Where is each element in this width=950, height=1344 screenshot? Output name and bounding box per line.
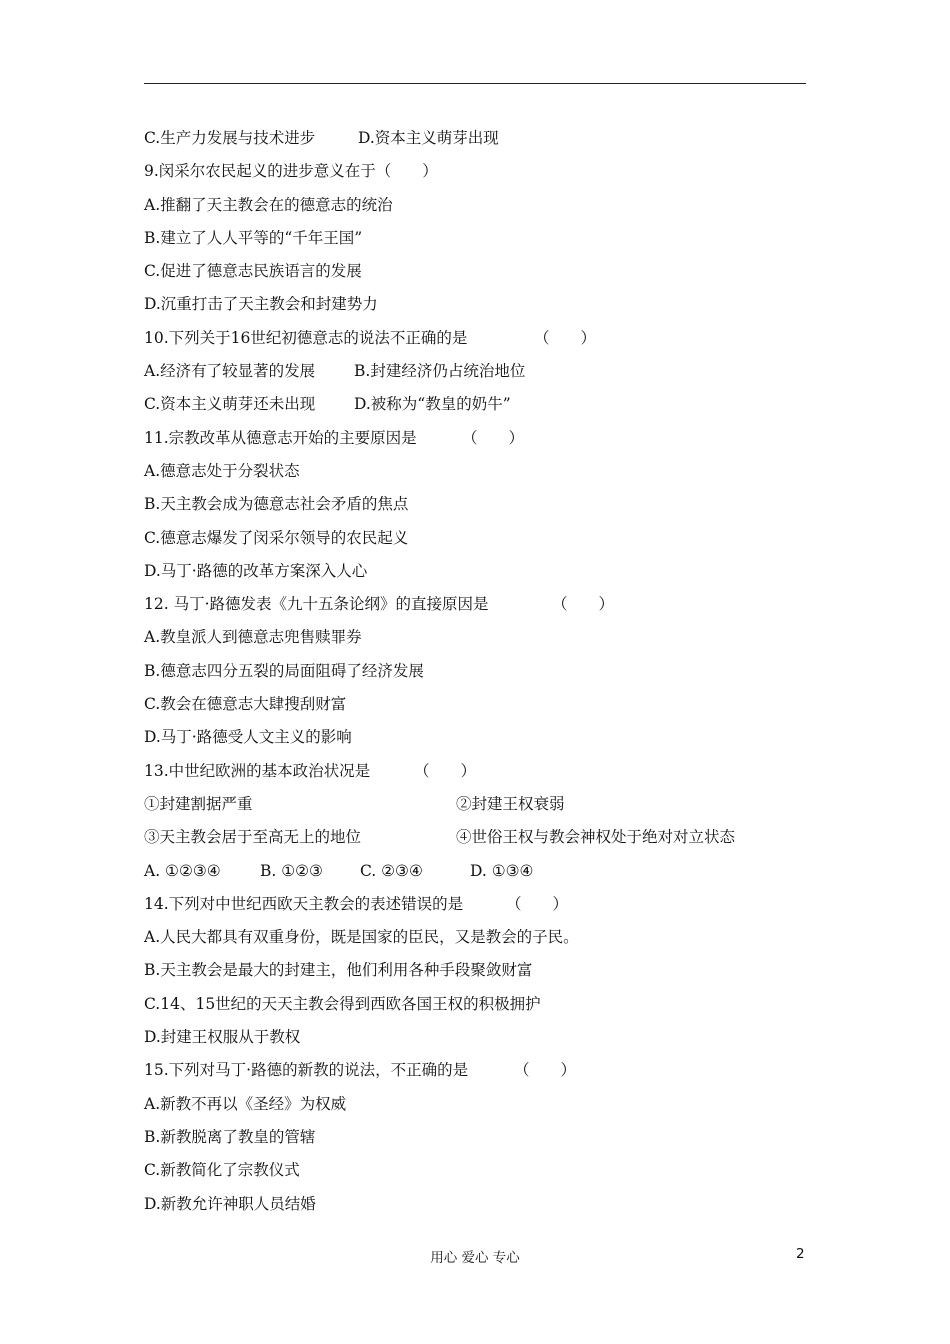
option-a: A.经济有了较显著的发展 [144, 362, 316, 381]
question-text: 15.下列对马丁·路德的新教的说法，不正确的是 [144, 1061, 469, 1080]
option-d: D.被称为“教皇的奶牛” [354, 395, 511, 414]
question-content [144, 122, 806, 1221]
text-line [144, 621, 806, 654]
text-line [144, 488, 806, 521]
text-line [144, 788, 806, 821]
answer-bracket: （ ） [534, 328, 597, 347]
question-13-stem [144, 755, 806, 788]
option-a: A.新教不再以《圣经》为权威 [144, 1094, 347, 1113]
option-d: D. ①③④ [470, 861, 534, 880]
option-a: A.人民大都具有双重身份，既是国家的臣民，又是教会的子民。 [144, 928, 579, 947]
option-b: B.天主教会成为德意志社会矛盾的焦点 [144, 495, 409, 514]
text-line [144, 122, 806, 155]
text-line [144, 954, 806, 987]
question-14-stem [144, 888, 806, 921]
option-c: C.德意志爆发了闵采尔领导的农民起义 [144, 528, 409, 547]
answer-bracket: （ ） [514, 1061, 577, 1080]
answer-bracket: （ ） [414, 761, 477, 780]
option-c: C.教会在德意志大肆搜刮财富 [144, 695, 347, 714]
question-10-stem [144, 322, 806, 355]
page-number: 2 [796, 1246, 805, 1262]
text-line [144, 688, 806, 721]
text-line [144, 388, 806, 421]
text-line [144, 1021, 806, 1054]
option-c: C.资本主义萌芽还未出现 [144, 395, 316, 414]
question-15-stem [144, 1054, 806, 1087]
question-text: 10.下列关于16世纪初德意志的说法不正确的是 [144, 328, 468, 347]
option-b: B.封建经济仍占统治地位 [354, 362, 526, 381]
text-line [144, 721, 806, 754]
text-line [144, 921, 806, 954]
option-c: C.促进了德意志民族语言的发展 [144, 262, 362, 281]
option-b: B.德意志四分五裂的局面阻碍了经济发展 [144, 661, 424, 680]
question-text: 13.中世纪欧洲的基本政治状况是 [144, 761, 371, 780]
option-b: B. ①②③ [260, 861, 323, 880]
question-text: 14.下列对中世纪西欧天主教会的表述错误的是 [144, 894, 464, 913]
statement-1: ①封建割据严重 [144, 794, 253, 813]
option-a: A.推翻了天主教会在的德意志的统治 [144, 195, 393, 214]
option-d: D.封建王权服从于教权 [144, 1028, 301, 1047]
answer-bracket: （ ） [506, 894, 569, 913]
question-text: 11.宗教改革从德意志开始的主要原因是 [144, 428, 417, 447]
option-c: C.生产力发展与技术进步 [144, 129, 316, 147]
option-d: D.马丁·路德的改革方案深入人心 [144, 561, 368, 580]
text-line [144, 455, 806, 488]
text-line [144, 821, 806, 854]
question-12-stem [144, 588, 806, 621]
option-a: A. ①②③④ [144, 861, 221, 880]
question-text: 12. 马丁·路德发表《九十五条论纲》的直接原因是 [144, 595, 489, 614]
text-line [144, 522, 806, 555]
option-b: B.天主教会是最大的封建主，他们利用各种手段聚敛财富 [144, 961, 533, 980]
text-line [144, 189, 806, 222]
text-line [144, 988, 806, 1021]
text-line [144, 1154, 806, 1187]
text-line [144, 555, 806, 588]
statement-4: ④世俗王权与教会神权处于绝对对立状态 [456, 828, 736, 847]
answer-bracket: （ ） [462, 428, 525, 447]
question-9-stem [144, 155, 806, 188]
option-a: A.教皇派人到德意志兜售赎罪券 [144, 628, 362, 647]
statement-3: ③天主教会居于至高无上的地位 [144, 828, 362, 847]
option-d: D.资本主义萌芽出现 [358, 129, 499, 147]
text-line [144, 855, 806, 888]
footer-slogan: 用心 爱心 专心 [430, 1250, 520, 1266]
option-c: C.14、15世纪的天天主教会得到西欧各国王权的积极拥护 [144, 994, 541, 1013]
option-d: D.沉重打击了天主教会和封建势力 [144, 295, 378, 314]
header-rule [144, 83, 806, 84]
option-b: B.新教脱离了教皇的管辖 [144, 1127, 316, 1146]
text-line [144, 1188, 806, 1221]
text-line [144, 655, 806, 688]
answer-bracket: （ ） [552, 595, 615, 614]
statement-2: ②封建王权衰弱 [456, 794, 565, 813]
text-line [144, 255, 806, 288]
option-d: D.马丁·路德受人文主义的影响 [144, 728, 352, 747]
option-c: C. ②③④ [360, 861, 423, 880]
option-b: B.建立了人人平等的“千年王国” [144, 228, 363, 247]
question-text: 9.闵采尔农民起义的进步意义在于（ ） [144, 162, 438, 181]
text-line [144, 1088, 806, 1121]
option-d: D.新教允许神职人员结婚 [144, 1194, 316, 1213]
question-11-stem [144, 422, 806, 455]
option-c: C.新教简化了宗教仪式 [144, 1161, 300, 1180]
text-line [144, 1121, 806, 1154]
text-line [144, 288, 806, 321]
option-a: A.德意志处于分裂状态 [144, 461, 300, 480]
text-line [144, 355, 806, 388]
text-line [144, 222, 806, 255]
